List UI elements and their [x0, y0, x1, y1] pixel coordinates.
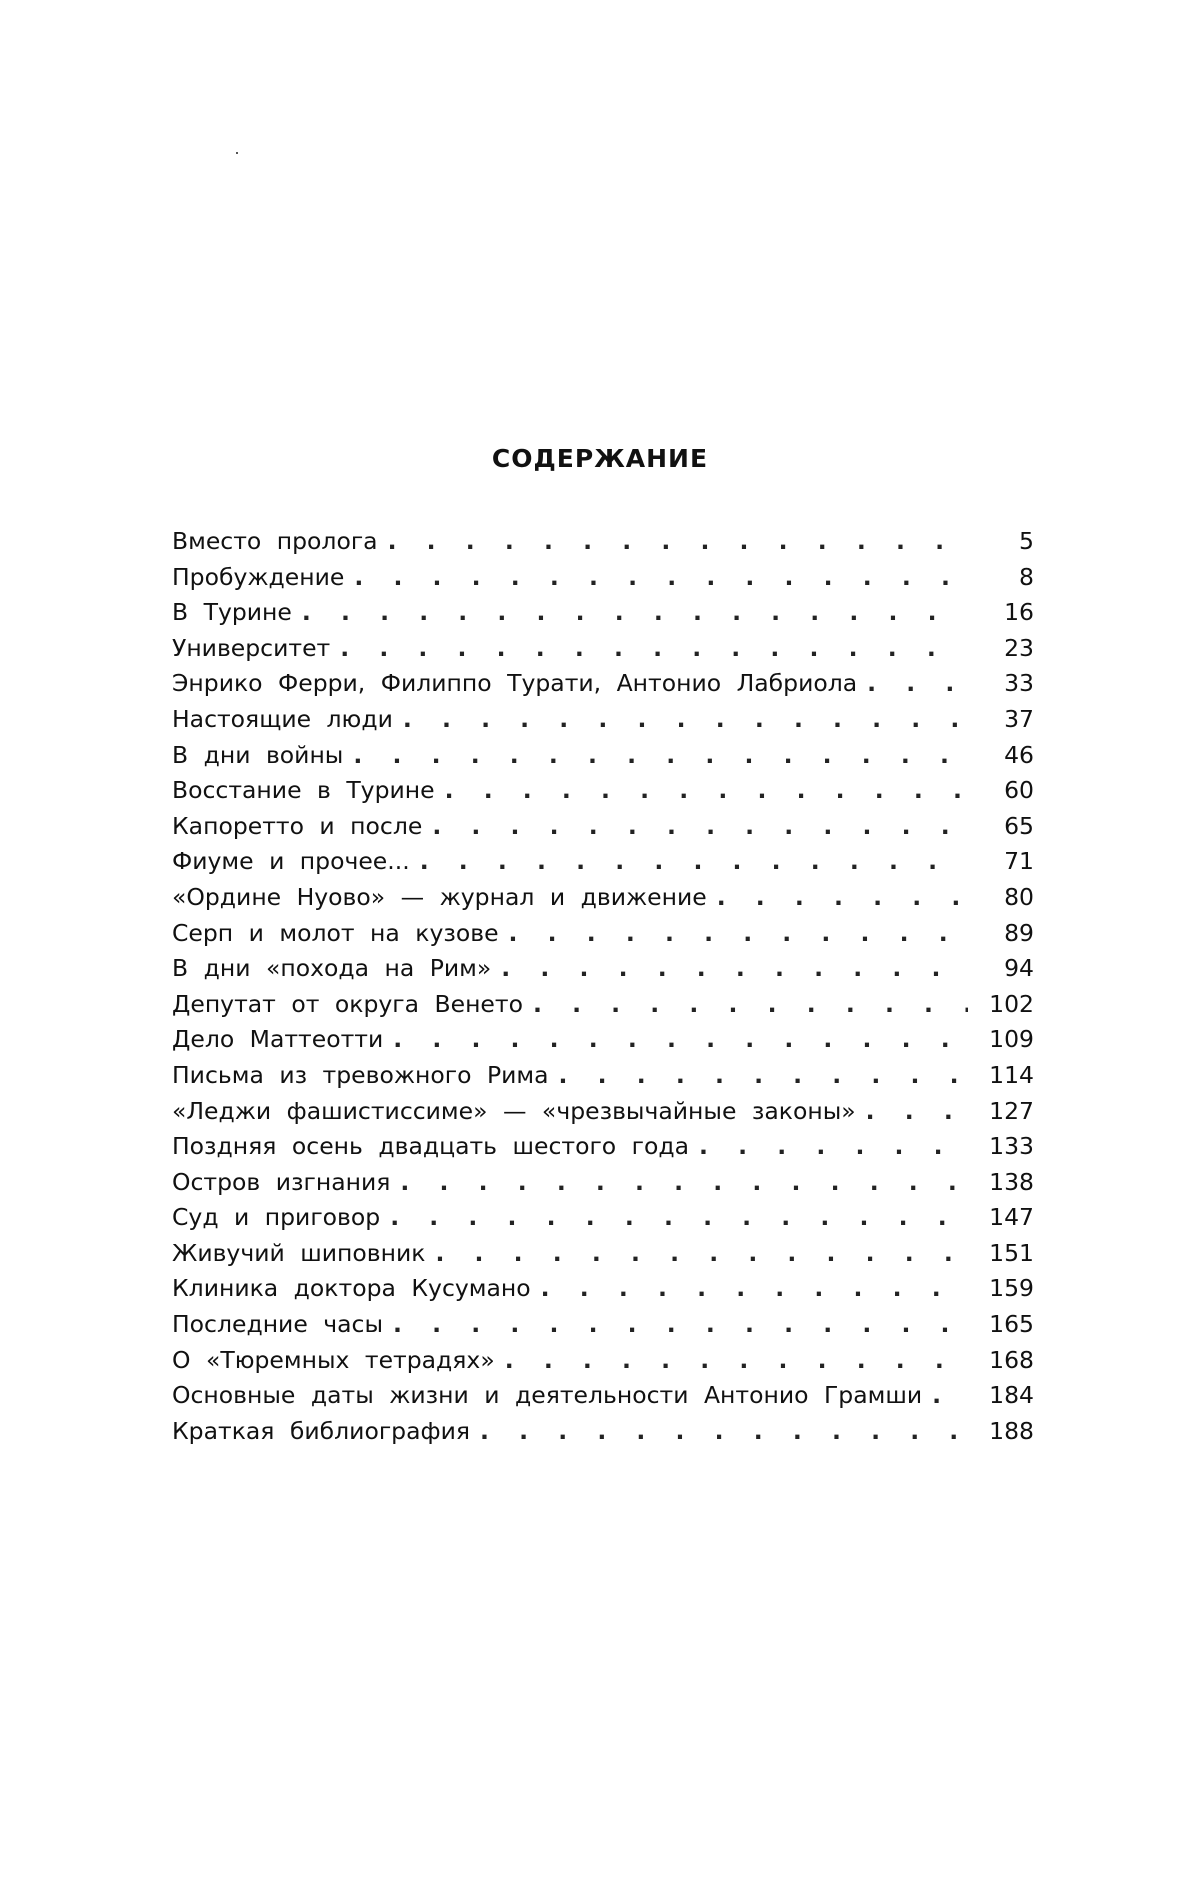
dot-leader	[866, 1097, 968, 1125]
dot-leader	[505, 1346, 968, 1374]
toc-entry-page-number: 33	[1004, 669, 1034, 698]
dot-leader	[388, 527, 968, 555]
dot-leader	[354, 563, 968, 591]
toc-entry-page-number: 168	[989, 1345, 1034, 1374]
toc-entry-title: Восстание в Турине	[172, 776, 445, 804]
toc-entry-title: О «Тюремных тетрадях»	[172, 1346, 505, 1374]
toc-entry	[172, 1132, 1034, 1168]
toc-entry	[172, 1274, 1034, 1310]
toc-entry	[172, 883, 1034, 919]
toc-entry-page-number: 80	[1004, 882, 1034, 911]
toc-entry	[172, 1061, 1034, 1097]
toc-entry	[172, 1381, 1034, 1417]
dot-leader	[432, 812, 968, 840]
toc-entry	[172, 598, 1034, 634]
toc-entry-page-number: 188	[989, 1416, 1034, 1445]
toc-entry	[172, 812, 1034, 848]
page-title: СОДЕРЖАНИЕ	[491, 444, 709, 473]
toc-entry	[172, 527, 1034, 563]
toc-entry-title: Университет	[172, 634, 340, 662]
toc-entry-title: Клиника доктора Кусумано	[172, 1274, 541, 1302]
toc-entry	[172, 1203, 1034, 1239]
dot-leader	[699, 1132, 968, 1160]
toc-entry	[172, 1417, 1034, 1453]
toc-entry	[172, 1168, 1034, 1204]
toc-entry	[172, 990, 1034, 1026]
toc-entry-title: Капоретто и после	[172, 812, 432, 840]
dot-leader	[541, 1274, 968, 1302]
toc-entry-title: Фиуме и прочее...	[172, 847, 420, 875]
dot-leader	[509, 919, 968, 947]
toc-entry-page-number: 151	[989, 1238, 1034, 1267]
dot-leader	[393, 1310, 968, 1338]
dot-leader	[501, 954, 968, 982]
toc-entry-title: В дни войны	[172, 741, 353, 769]
dot-leader	[302, 598, 968, 626]
toc-entry	[172, 705, 1034, 741]
toc-entry-title: В Турине	[172, 598, 302, 626]
toc-entry-title: Депутат от округа Венето	[172, 990, 533, 1018]
toc-entry-title: Живучий шиповник	[172, 1239, 435, 1267]
toc-entry	[172, 1346, 1034, 1382]
toc-entry-title: Остров изгнания	[172, 1168, 400, 1196]
scan-speck	[236, 152, 238, 154]
dot-leader	[403, 705, 968, 733]
dot-leader	[353, 741, 968, 769]
dot-leader	[932, 1381, 968, 1409]
toc-entry-title: Серп и молот на кузове	[172, 919, 509, 947]
toc-entry	[172, 954, 1034, 990]
toc-entry	[172, 634, 1034, 670]
toc-entry	[172, 741, 1034, 777]
toc-entry-page-number: 102	[989, 989, 1034, 1018]
toc-entry	[172, 776, 1034, 812]
toc-entry-page-number: 5	[1019, 527, 1034, 555]
toc-entry	[172, 563, 1034, 599]
toc-entry-page-number: 127	[989, 1096, 1034, 1125]
toc-entry-title: Поздняя осень двадцать шестого года	[172, 1132, 699, 1160]
toc-entry-page-number: 37	[1004, 704, 1034, 733]
dot-leader	[480, 1417, 968, 1445]
toc-entry-title: Дело Маттеотти	[172, 1025, 393, 1053]
toc-entry-page-number: 71	[1004, 847, 1034, 876]
toc-entry-title: «Леджи фашистиссиме» — «чрезвычайные законы»	[172, 1097, 866, 1125]
toc-entry	[172, 1239, 1034, 1275]
toc-entry-page-number: 94	[1004, 954, 1034, 983]
toc-entry-title: Вместо пролога	[172, 527, 388, 555]
toc-entry-title: Последние часы	[172, 1310, 393, 1338]
toc-entry-title: В дни «похода на Рим»	[172, 954, 501, 982]
toc-entry	[172, 1097, 1034, 1133]
toc-entry-page-number: 114	[989, 1060, 1034, 1089]
dot-leader	[390, 1203, 968, 1231]
dot-leader	[445, 776, 968, 804]
toc-entry-page-number: 184	[989, 1381, 1034, 1410]
toc-entry-page-number: 159	[989, 1274, 1034, 1303]
dot-leader	[400, 1168, 968, 1196]
toc-entry-page-number: 147	[989, 1203, 1034, 1232]
toc-entry-title: Энрико Ферри, Филиппо Турати, Антонио Лабриола	[172, 669, 867, 697]
toc-entry-title: Настоящие люди	[172, 705, 403, 733]
dot-leader	[717, 883, 968, 911]
toc-entry-page-number: 165	[989, 1310, 1034, 1339]
toc-entry-page-number: 109	[989, 1025, 1034, 1054]
toc-entry-page-number: 23	[1004, 633, 1034, 662]
toc-entry-title: «Ордине Нуово» — журнал и движение	[172, 883, 717, 911]
toc-entry-title: Пробуждение	[172, 563, 354, 591]
table-of-contents	[172, 527, 1034, 1452]
dot-leader	[420, 847, 968, 875]
toc-entry	[172, 1025, 1034, 1061]
toc-entry-page-number: 46	[1004, 740, 1034, 769]
toc-entry-page-number: 8	[1019, 562, 1034, 591]
toc-entry-page-number: 133	[989, 1132, 1034, 1161]
toc-entry-page-number: 16	[1004, 598, 1034, 627]
dot-leader	[340, 634, 968, 662]
toc-entry-title: Письма из тревожного Рима	[172, 1061, 559, 1089]
toc-entry-page-number: 138	[989, 1167, 1034, 1196]
toc-entry	[172, 919, 1034, 955]
toc-entry-page-number: 60	[1004, 776, 1034, 805]
toc-entry	[172, 669, 1034, 705]
dot-leader	[393, 1025, 968, 1053]
dot-leader	[559, 1061, 968, 1089]
toc-entry-title: Суд и приговор	[172, 1203, 390, 1231]
toc-entry-title: Краткая библиография	[172, 1417, 480, 1445]
toc-entry-page-number: 89	[1004, 918, 1034, 947]
dot-leader	[435, 1239, 968, 1267]
dot-leader	[533, 990, 968, 1018]
toc-entry-title: Основные даты жизни и деятельности Антонио Грамши	[172, 1381, 932, 1409]
toc-entry	[172, 847, 1034, 883]
dot-leader	[867, 669, 968, 697]
toc-entry-page-number: 65	[1004, 811, 1034, 840]
toc-entry	[172, 1310, 1034, 1346]
